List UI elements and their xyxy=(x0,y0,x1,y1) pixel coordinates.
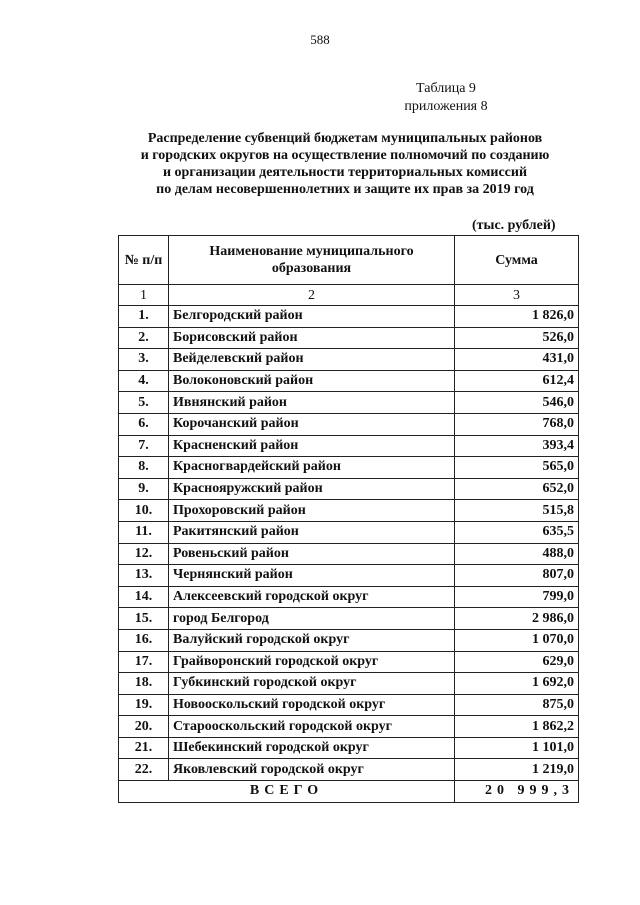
row-number: 15. xyxy=(119,608,169,630)
row-number: 5. xyxy=(119,392,169,414)
amount: 1 826,0 xyxy=(455,306,579,328)
row-number: 22. xyxy=(119,759,169,781)
table-row xyxy=(119,629,579,651)
amount: 1 101,0 xyxy=(455,737,579,759)
heading-line-2: и городских округов на осуществление полномочий по созданию xyxy=(140,148,550,163)
amount: 1 219,0 xyxy=(455,759,579,781)
column-numbers-row xyxy=(119,285,579,306)
table-row xyxy=(119,392,579,414)
municipality-name: Губкинский городской округ xyxy=(169,673,455,695)
row-number: 8. xyxy=(119,457,169,479)
municipality-name: Красногвардейский район xyxy=(169,457,455,479)
row-number: 7. xyxy=(119,435,169,457)
row-number: 21. xyxy=(119,737,169,759)
municipality-name: Старооскольский городской округ xyxy=(169,716,455,738)
total-sum: 20 999,3 xyxy=(455,781,579,803)
table-row xyxy=(119,716,579,738)
amount: 768,0 xyxy=(455,413,579,435)
table-row xyxy=(119,543,579,565)
row-number: 18. xyxy=(119,673,169,695)
municipality-name: Краснояружский район xyxy=(169,478,455,500)
table-row xyxy=(119,327,579,349)
header-num: № п/п xyxy=(119,236,169,285)
municipality-name: Вейделевский район xyxy=(169,349,455,371)
amount: 807,0 xyxy=(455,565,579,587)
municipality-name: Грайворонский городской округ xyxy=(169,651,455,673)
table-row xyxy=(119,586,579,608)
row-number: 4. xyxy=(119,370,169,392)
municipality-name: Ровеньский район xyxy=(169,543,455,565)
row-number: 20. xyxy=(119,716,169,738)
municipality-name: Прохоровский район xyxy=(169,500,455,522)
table-row xyxy=(119,306,579,328)
row-number: 9. xyxy=(119,478,169,500)
header-name: Наименование муниципального образования xyxy=(169,236,455,285)
amount: 393,4 xyxy=(455,435,579,457)
caption-line-1: Таблица 9 xyxy=(416,81,476,96)
amount: 635,5 xyxy=(455,521,579,543)
municipality-name: Новооскольский городской округ xyxy=(169,694,455,716)
amount: 565,0 xyxy=(455,457,579,479)
table-row xyxy=(119,478,579,500)
table-row xyxy=(119,673,579,695)
heading-line-4: по делам несовершеннолетних и защите их прав за 2019 год xyxy=(156,182,534,197)
amount: 875,0 xyxy=(455,694,579,716)
amount: 515,8 xyxy=(455,500,579,522)
heading-line-1: Распределение субвенций бюджетам муниципальных районов xyxy=(147,131,543,146)
row-number: 19. xyxy=(119,694,169,716)
table-header-row xyxy=(119,236,579,285)
distribution-table xyxy=(118,235,579,803)
column-number-3: 3 xyxy=(455,285,579,306)
total-label: ВСЕГО xyxy=(119,781,455,803)
amount: 1 070,0 xyxy=(455,629,579,651)
amount: 612,4 xyxy=(455,370,579,392)
header-sum: Сумма xyxy=(455,236,579,285)
document-heading xyxy=(90,130,600,198)
table-row xyxy=(119,435,579,457)
table-row xyxy=(119,759,579,781)
table-caption xyxy=(386,80,506,116)
municipality-name: Борисовский район xyxy=(169,327,455,349)
table-row xyxy=(119,349,579,371)
municipality-name: Ракитянский район xyxy=(169,521,455,543)
table-row xyxy=(119,737,579,759)
municipality-name: Яковлевский городской округ xyxy=(169,759,455,781)
municipality-name: Алексеевский городской округ xyxy=(169,586,455,608)
row-number: 17. xyxy=(119,651,169,673)
row-number: 6. xyxy=(119,413,169,435)
row-number: 16. xyxy=(119,629,169,651)
municipality-name: Белгородский район xyxy=(169,306,455,328)
table-row xyxy=(119,500,579,522)
municipality-name: Волоконовский район xyxy=(169,370,455,392)
row-number: 3. xyxy=(119,349,169,371)
total-row xyxy=(119,781,579,803)
amount: 488,0 xyxy=(455,543,579,565)
amount: 431,0 xyxy=(455,349,579,371)
column-number-2: 2 xyxy=(169,285,455,306)
municipality-name: Красненский район xyxy=(169,435,455,457)
amount: 799,0 xyxy=(455,586,579,608)
municipality-name: город Белгород xyxy=(169,608,455,630)
heading-line-3: и организации деятельности территориальных комиссий xyxy=(162,165,528,180)
table-row xyxy=(119,370,579,392)
table-row xyxy=(119,608,579,630)
amount: 546,0 xyxy=(455,392,579,414)
amount: 629,0 xyxy=(455,651,579,673)
table-row xyxy=(119,694,579,716)
municipality-name: Ивнянский район xyxy=(169,392,455,414)
row-number: 13. xyxy=(119,565,169,587)
page-number: 588 xyxy=(310,32,330,47)
column-number-1: 1 xyxy=(119,285,169,306)
table-body xyxy=(119,306,579,781)
municipality-name: Валуйский городской округ xyxy=(169,629,455,651)
table-row xyxy=(119,651,579,673)
table-row xyxy=(119,457,579,479)
row-number: 11. xyxy=(119,521,169,543)
municipality-name: Корочанский район xyxy=(169,413,455,435)
amount: 2 986,0 xyxy=(455,608,579,630)
units-label: (тыс. рублей) xyxy=(472,218,556,233)
table-row xyxy=(119,413,579,435)
municipality-name: Чернянский район xyxy=(169,565,455,587)
row-number: 2. xyxy=(119,327,169,349)
table-row xyxy=(119,565,579,587)
row-number: 14. xyxy=(119,586,169,608)
amount: 1 862,2 xyxy=(455,716,579,738)
table-row xyxy=(119,521,579,543)
row-number: 10. xyxy=(119,500,169,522)
row-number: 1. xyxy=(119,306,169,328)
amount: 652,0 xyxy=(455,478,579,500)
amount: 526,0 xyxy=(455,327,579,349)
row-number: 12. xyxy=(119,543,169,565)
amount: 1 692,0 xyxy=(455,673,579,695)
caption-line-2: приложения 8 xyxy=(404,99,488,114)
municipality-name: Шебекинский городской округ xyxy=(169,737,455,759)
